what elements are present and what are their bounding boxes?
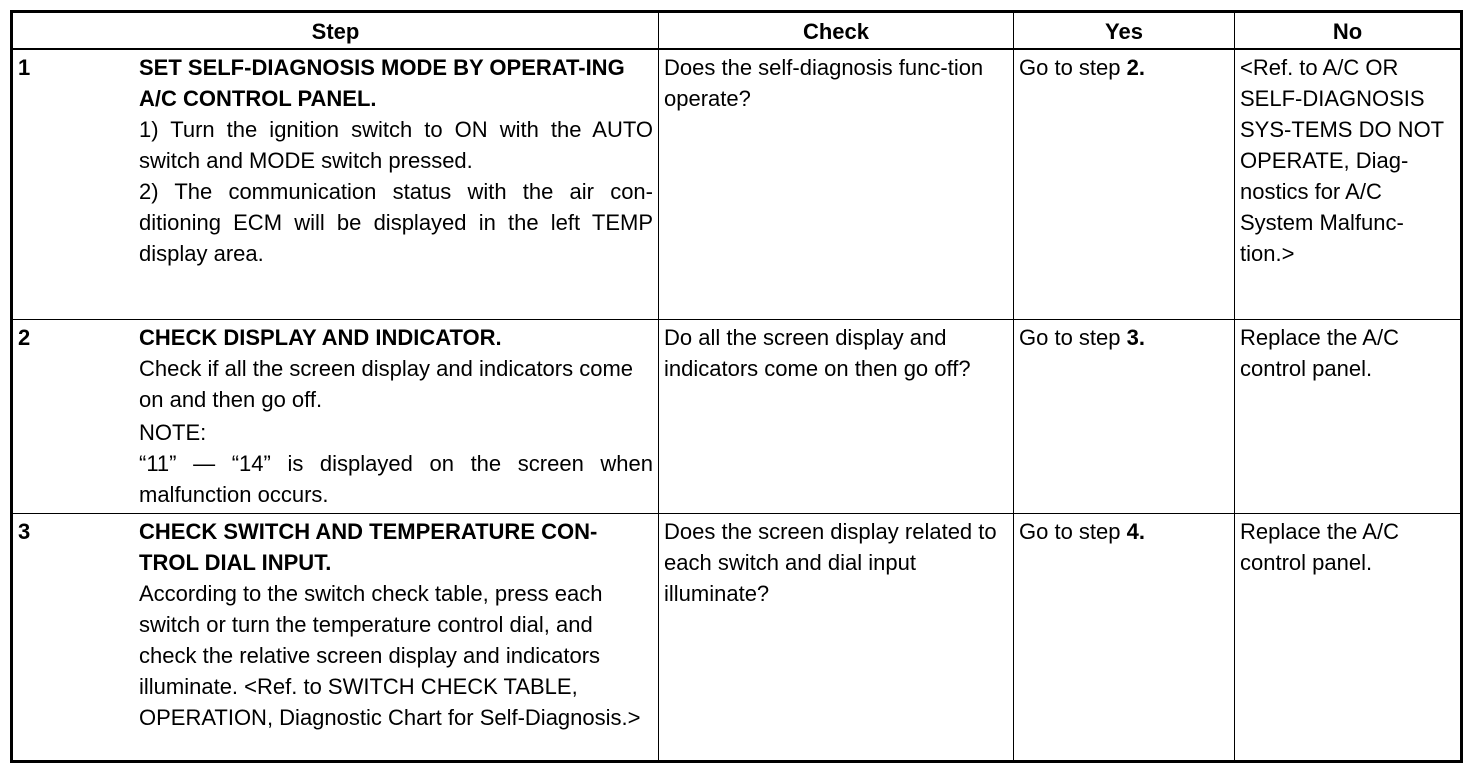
header-no: No — [1235, 12, 1462, 50]
diagnostic-table — [10, 10, 1463, 763]
step-title: CHECK SWITCH AND TEMPERATURE CON-TROL DIAL INPUT. — [139, 518, 598, 575]
yes-cell — [1014, 513, 1235, 761]
yes-step-ref: 2. — [1126, 55, 1145, 80]
yes-cell — [1014, 319, 1235, 513]
yes-text: Go to step — [1019, 324, 1127, 350]
no-cell: <Ref. to A/C OR SELF-DIAGNOSIS SYS-TEMS DO NOT OPERATE, Diag-nostics for A/C System Malfunc-tion.> — [1235, 49, 1462, 319]
header-row — [12, 12, 1462, 50]
yes-step-ref: 4. — [1126, 518, 1145, 544]
check-cell: Do all the screen display and indicators come on then go off? — [659, 319, 1014, 513]
table-row — [12, 319, 1462, 513]
yes-cell — [1014, 49, 1235, 319]
no-cell: Replace the A/C control panel. — [1235, 513, 1462, 761]
header-yes: Yes — [1014, 12, 1235, 50]
check-cell: Does the screen display related to each switch and dial input illuminate? — [659, 513, 1014, 761]
step-instruction: According to the switch check table, press each switch or turn the temperature control dial, and check the relative screen display and indicators illuminate. <Ref. to SWITCH CHECK TABLE, OPERATION, Diagnostic Chart for Self-Diagnosis.> — [139, 580, 641, 730]
table-row — [12, 49, 1462, 319]
step-cell — [12, 49, 659, 319]
step-instruction: Check if all the screen display and indicators come on and then go off. — [139, 355, 634, 412]
step-number: 2 — [18, 324, 31, 350]
step-title: SET SELF-DIAGNOSIS MODE BY OPERAT-ING A/C CONTROL PANEL. — [139, 55, 625, 111]
step-cell — [12, 319, 659, 513]
step-instruction: 2) The communication status with the air con-ditioning ECM will be displayed in the left TEMP display area. — [139, 179, 653, 266]
note-text: “11” — “14” is displayed on the screen when malfunction occurs. — [139, 450, 653, 507]
step-cell — [12, 513, 659, 761]
yes-text: Go to step — [1019, 518, 1127, 544]
step-title: CHECK DISPLAY AND INDICATOR. — [139, 324, 502, 350]
note-label: NOTE: — [139, 419, 207, 445]
header-step: Step — [12, 12, 659, 50]
step-instruction: 1) Turn the ignition switch to ON with the AUTO switch and MODE switch pressed. — [139, 117, 653, 173]
yes-text: Go to step — [1019, 55, 1127, 80]
step-number: 3 — [18, 518, 31, 544]
check-cell: Does the self-diagnosis func-tion operate? — [659, 49, 1014, 319]
table-row — [12, 513, 1462, 761]
yes-step-ref: 3. — [1126, 324, 1145, 350]
no-cell: Replace the A/C control panel. — [1235, 319, 1462, 513]
header-check: Check — [659, 12, 1014, 50]
step-number: 1 — [18, 55, 31, 80]
